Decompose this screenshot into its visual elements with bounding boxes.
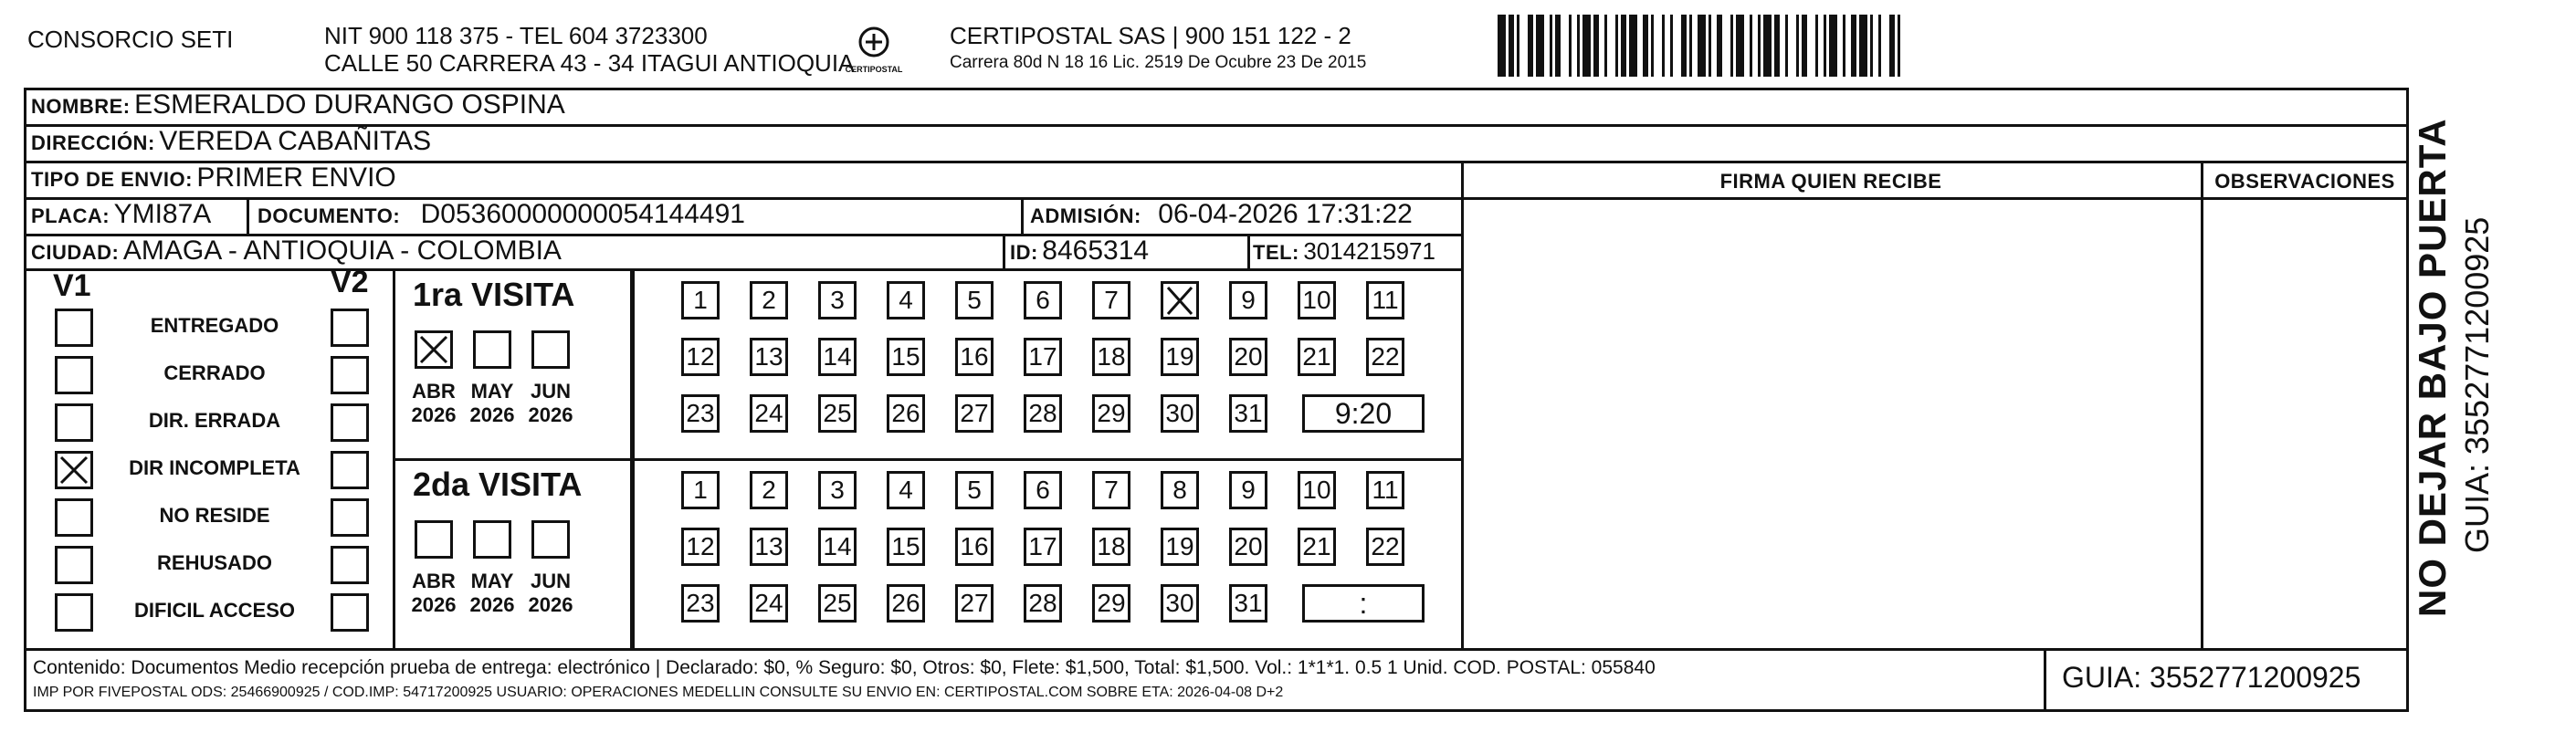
second-day-box[interactable]: 8 — [1161, 471, 1199, 509]
second-day-box[interactable]: 23 — [681, 584, 720, 623]
month-name: MAY — [470, 380, 514, 403]
second-day-box[interactable]: 17 — [1024, 528, 1062, 566]
month-name: MAY — [470, 570, 514, 592]
v2-checkbox[interactable] — [331, 309, 369, 347]
second-day-box[interactable]: 28 — [1024, 584, 1062, 623]
tel-label: TEL: — [1253, 241, 1299, 264]
firma-label: FIRMA QUIEN RECIBE — [1719, 170, 1942, 193]
first-day-box[interactable]: 5 — [955, 281, 994, 319]
placa-label: PLACA: — [31, 204, 110, 227]
first-day-box[interactable]: 2 — [750, 281, 788, 319]
second-day-box[interactable]: 25 — [818, 584, 857, 623]
contenido-line: Contenido: Documentos Medio recepción prueba de entrega: electrónico | Declarado: $0, % Seguro: $0, Otros: $0, Flete: $1,500, Total: $1,500. Vol.: 1*1*1. 0.5 1 Unid. COD. POSTAL: 055840 — [33, 657, 1656, 678]
month-name: JUN — [530, 380, 571, 403]
first-visit-title: 1ra VISITA — [413, 276, 575, 313]
month-year: 2026 — [469, 403, 515, 426]
admision-value: 06-04-2026 17:31:22 — [1158, 199, 1413, 229]
first-day-box[interactable]: 11 — [1366, 281, 1404, 319]
first-day-box[interactable]: 6 — [1024, 281, 1062, 319]
second-month-checkbox[interactable] — [473, 520, 511, 559]
second-day-box[interactable]: 31 — [1229, 584, 1267, 623]
tel-value: 3014215971 — [1303, 237, 1435, 265]
first-month-checkbox[interactable] — [531, 330, 570, 369]
v2-checkbox[interactable] — [331, 546, 369, 584]
ciudad-row — [31, 235, 562, 267]
month-name: JUN — [530, 570, 571, 592]
certipostal-logo — [840, 24, 908, 77]
second-day-box[interactable]: 7 — [1092, 471, 1130, 509]
first-day-box[interactable]: 7 — [1092, 281, 1130, 319]
v2-checkbox[interactable] — [331, 451, 369, 489]
calendar-separator — [632, 268, 635, 458]
first-day-box[interactable]: 21 — [1298, 338, 1336, 376]
tel-row — [1253, 237, 1435, 266]
second-month-checkbox[interactable] — [531, 520, 570, 559]
v1-checkbox[interactable] — [55, 593, 93, 632]
v2-checkbox[interactable] — [331, 356, 369, 394]
first-day-box[interactable]: 31 — [1229, 394, 1267, 433]
placa-value: YMI87A — [113, 199, 212, 229]
first-day-box[interactable]: 4 — [887, 281, 925, 319]
status-label: DIFICIL ACCESO — [133, 599, 295, 622]
license-line: Carrera 80d N 18 16 Lic. 2519 De Ocubre 23 De 2015 — [950, 53, 1367, 72]
v1-checkbox[interactable] — [55, 546, 93, 584]
id-label: ID: — [1010, 241, 1038, 264]
month-name: ABR — [412, 570, 456, 592]
second-month-label — [402, 570, 466, 617]
tipo-row — [31, 162, 396, 194]
status-label: DIR INCOMPLETA — [129, 456, 300, 479]
first-month-checkbox[interactable] — [473, 330, 511, 369]
second-day-box[interactable]: 12 — [681, 528, 720, 566]
second-day-box[interactable]: 5 — [955, 471, 994, 509]
v2-checkbox[interactable] — [331, 403, 369, 442]
second-day-box[interactable]: 29 — [1092, 584, 1130, 623]
month-year: 2026 — [469, 593, 515, 616]
second-day-box[interactable]: 19 — [1161, 528, 1199, 566]
status-label: NO RESIDE — [159, 504, 270, 527]
first-day-box[interactable]: 17 — [1024, 338, 1062, 376]
checked-x-icon — [1163, 284, 1196, 317]
documento-value: D05360000000054144491 — [420, 199, 745, 229]
v2-checkbox[interactable] — [331, 593, 369, 632]
company-name: CONSORCIO SETI — [27, 26, 234, 53]
v1-checkbox[interactable] — [55, 498, 93, 537]
first-day-box[interactable]: 13 — [750, 338, 788, 376]
second-day-box[interactable]: 4 — [887, 471, 925, 509]
first-day-box[interactable]: 29 — [1092, 394, 1130, 433]
first-day-box[interactable]: 22 — [1366, 338, 1404, 376]
second-day-box[interactable]: 16 — [955, 528, 994, 566]
first-time-box[interactable]: 9:20 — [1302, 394, 1425, 433]
month-year: 2026 — [528, 403, 573, 426]
second-day-box[interactable]: 9 — [1229, 471, 1267, 509]
second-day-box[interactable]: 15 — [887, 528, 925, 566]
second-day-box[interactable]: 30 — [1161, 584, 1199, 623]
first-month-label — [402, 380, 466, 427]
direccion-row — [31, 126, 431, 157]
second-day-box[interactable]: 20 — [1229, 528, 1267, 566]
v1-checkbox[interactable] — [55, 451, 93, 489]
side-guia: GUIA: 3552771200925 — [2458, 216, 2496, 553]
direccion-value: VEREDA CABAÑITAS — [159, 126, 432, 156]
status-label: DIR. ERRADA — [148, 409, 281, 432]
second-day-box[interactable]: 13 — [750, 528, 788, 566]
second-day-box[interactable]: 18 — [1092, 528, 1130, 566]
observaciones-label: OBSERVACIONES — [2214, 170, 2395, 193]
id-row — [1010, 235, 1149, 267]
checked-x-icon — [58, 454, 90, 487]
status-label: CERRADO — [163, 361, 266, 384]
second-day-box[interactable]: 26 — [887, 584, 925, 623]
address-line: CALLE 50 CARRERA 43 - 34 ITAGUI ANTIOQUIA — [324, 49, 855, 77]
second-month-checkbox[interactable] — [415, 520, 453, 559]
checked-x-icon — [417, 333, 450, 366]
second-day-box[interactable]: 22 — [1366, 528, 1404, 566]
first-day-box[interactable]: 1 — [681, 281, 720, 319]
documento-label: DOCUMENTO: — [258, 204, 401, 227]
ciudad-value: AMAGA - ANTIOQUIA - COLOMBIA — [122, 235, 562, 266]
first-day-box[interactable]: 15 — [887, 338, 925, 376]
first-day-box[interactable]: 25 — [818, 394, 857, 433]
first-day-box[interactable]: 10 — [1298, 281, 1336, 319]
second-day-box[interactable]: 24 — [750, 584, 788, 623]
v1-checkbox[interactable] — [55, 309, 93, 347]
first-day-box[interactable]: 14 — [818, 338, 857, 376]
first-day-box[interactable]: 16 — [955, 338, 994, 376]
nombre-row — [31, 89, 565, 120]
second-day-box[interactable]: 10 — [1298, 471, 1336, 509]
ciudad-label: CIUDAD: — [31, 241, 120, 264]
footer-guia: GUIA: 3552771200925 — [2062, 661, 2361, 694]
month-year: 2026 — [411, 403, 457, 426]
first-day-box[interactable]: 12 — [681, 338, 720, 376]
second-day-box[interactable]: 14 — [818, 528, 857, 566]
first-day-box[interactable]: 3 — [818, 281, 857, 319]
first-month-label — [460, 380, 524, 427]
first-month-checkbox[interactable] — [415, 330, 453, 369]
month-year: 2026 — [411, 593, 457, 616]
second-day-box[interactable]: 2 — [750, 471, 788, 509]
status-label: REHUSADO — [157, 551, 272, 574]
calendar-separator — [632, 458, 635, 648]
nombre-label: NOMBRE: — [31, 95, 131, 118]
first-day-box[interactable]: 9 — [1229, 281, 1267, 319]
nit-line: NIT 900 118 375 - TEL 604 3723300 — [324, 22, 708, 49]
second-day-box[interactable]: 6 — [1024, 471, 1062, 509]
certipostal-line: CERTIPOSTAL SAS | 900 151 122 - 2 — [950, 22, 1351, 49]
first-day-box[interactable]: 20 — [1229, 338, 1267, 376]
second-month-label — [460, 570, 524, 617]
second-day-box[interactable]: 21 — [1298, 528, 1336, 566]
admision-label: ADMISIÓN: — [1030, 204, 1141, 227]
v1-checkbox[interactable] — [55, 356, 93, 394]
barcode — [1498, 15, 2210, 78]
month-year: 2026 — [528, 593, 573, 616]
v2-label: V2 — [331, 265, 369, 299]
nombre-value: ESMERALDO DURANGO OSPINA — [134, 89, 565, 120]
first-day-box[interactable]: 28 — [1024, 394, 1062, 433]
logo-caption: CERTIPOSTAL — [845, 65, 903, 74]
imp-line: IMP POR FIVEPOSTAL ODS: 25466900925 / COD.IMP: 54717200925 USUARIO: OPERACIONES MEDELLIN CONSULTE SU ENVIO EN: CERTIPOSTAL.COM SOBRE ETA: 2026-04-08 D+2 — [33, 685, 1284, 700]
first-day-box[interactable]: 23 — [681, 394, 720, 433]
v2-checkbox[interactable] — [331, 498, 369, 537]
placa-row — [31, 199, 211, 230]
tipo-label: TIPO DE ENVIO: — [31, 168, 193, 191]
v1-checkbox[interactable] — [55, 403, 93, 442]
second-day-box[interactable]: 27 — [955, 584, 994, 623]
tipo-value: PRIMER ENVIO — [196, 162, 396, 193]
second-day-box[interactable]: 1 — [681, 471, 720, 509]
second-time-box[interactable]: : — [1302, 584, 1425, 623]
first-day-box[interactable] — [1161, 281, 1199, 319]
first-day-box[interactable]: 19 — [1161, 338, 1199, 376]
id-value: 8465314 — [1042, 235, 1150, 266]
first-day-box[interactable]: 24 — [750, 394, 788, 433]
direccion-label: DIRECCIÓN: — [31, 131, 155, 154]
second-day-box[interactable]: 3 — [818, 471, 857, 509]
logo-icon — [840, 24, 908, 60]
first-day-box[interactable]: 18 — [1092, 338, 1130, 376]
side-warning: NO DEJAR BAJO PUERTA — [2411, 118, 2454, 617]
second-month-label — [519, 570, 583, 617]
first-day-box[interactable]: 26 — [887, 394, 925, 433]
v1-label: V1 — [53, 268, 91, 303]
documento-row — [258, 199, 745, 230]
admision-row — [1030, 199, 1413, 230]
month-name: ABR — [412, 380, 456, 403]
first-day-box[interactable]: 30 — [1161, 394, 1199, 433]
second-visit-title: 2da VISITA — [413, 466, 583, 503]
first-day-box[interactable]: 27 — [955, 394, 994, 433]
second-day-box[interactable]: 11 — [1366, 471, 1404, 509]
status-label: ENTREGADO — [150, 314, 279, 337]
first-month-label — [519, 380, 583, 427]
